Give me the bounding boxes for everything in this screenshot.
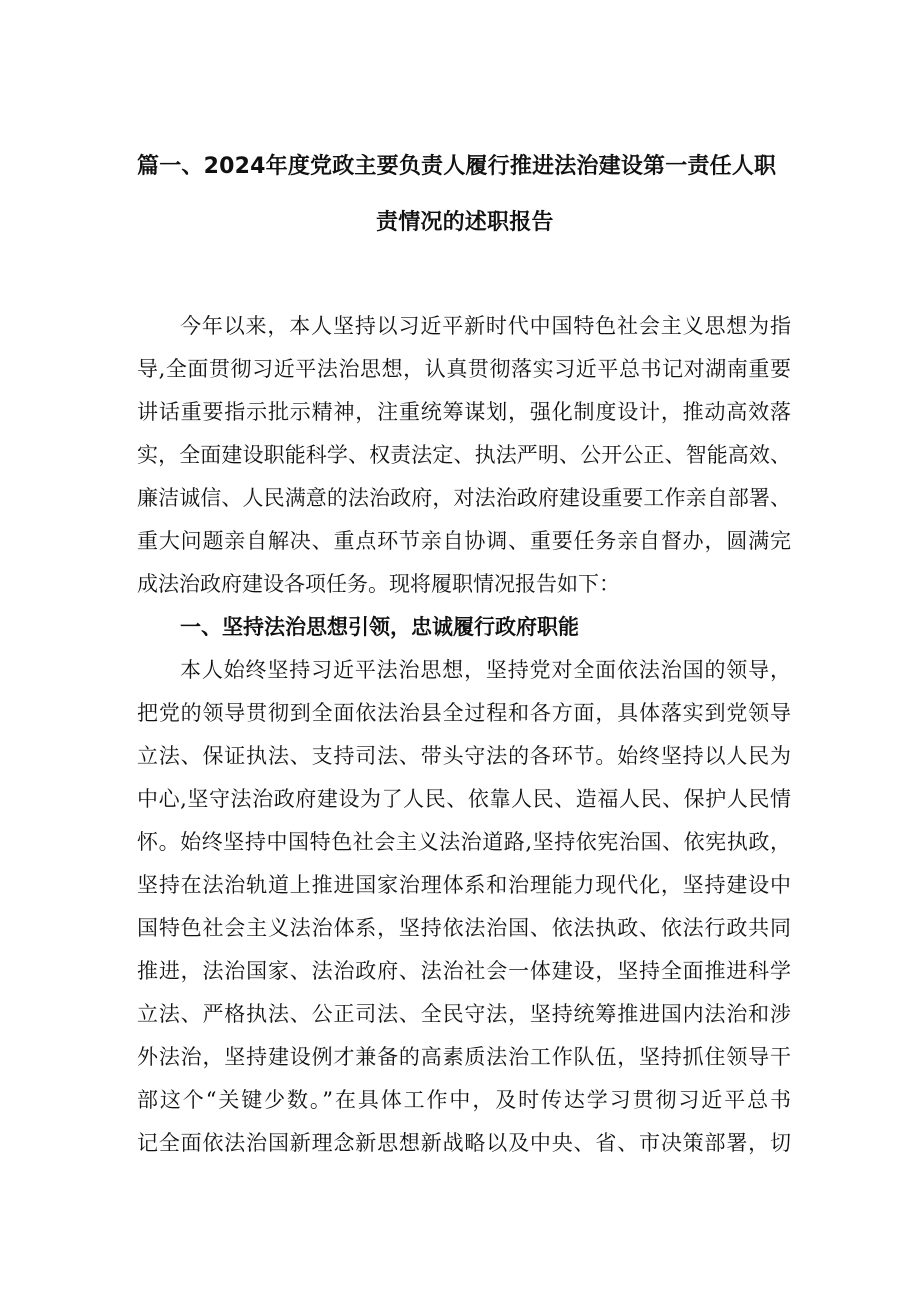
paragraph-2-line: 立法、严格执法、公正司法、全民守法，坚持统筹推进国内法治和涉 (137, 1002, 791, 1026)
paragraph-2-line: 坚持在法治轨道上推进国家治理体系和治理能力现代化，坚持建设中 (137, 873, 791, 897)
paragraph-2-line: 怀。始终坚持中国特色社会主义法治道路,坚持依宪治国、依宪执政， (137, 830, 791, 854)
document-title-line-1: 篇一、2024年度党政主要负责人履行推进法治建设第一责任人职 (137, 154, 777, 179)
paragraph-2-line: 记全面依法治国新理念新思想新战略以及中央、省、市决策部署，切 (137, 1131, 791, 1155)
paragraph-2-line: 中心,坚守法治政府建设为了人民、依靠人民、造福人民、保护人民情 (137, 787, 791, 811)
paragraph-2-line: 本人始终坚持习近平法治思想，坚持党对全面依法治国的领导， (180, 658, 791, 682)
paragraph-2-line: 外法治，坚持建设例才兼备的高素质法治工作队伍，坚持抓住领导干 (137, 1045, 791, 1069)
paragraph-1-line: 导,全面贯彻习近平法治思想，认真贯彻落实习近平总书记对湖南重要 (137, 357, 791, 381)
section-heading: 一、坚持法治思想引领，忠诚履行政府职能 (180, 615, 579, 639)
paragraph-1-line: 讲话重要指示批示精神，注重统筹谋划，强化制度设计，推动高效落 (137, 400, 791, 424)
document-title-line-2: 责情况的述职报告 (376, 210, 554, 235)
paragraph-2-line: 立法、保证执法、支持司法、带头守法的各环节。始终坚持以人民为 (137, 744, 791, 768)
paragraph-2-line: 国特色社会主义法治体系，坚持依法治国、依法执政、依法行政共同 (137, 916, 791, 940)
paragraph-1-line: 今年以来，本人坚持以习近平新时代中国特色社会主义思想为指 (180, 314, 791, 338)
paragraph-1-line: 实，全面建设职能科学、权责法定、执法严明、公开公正、智能高效、 (137, 443, 791, 467)
paragraph-2-line: 把党的领导贯彻到全面依法治县全过程和各方面，具体落实到党领导 (137, 701, 791, 725)
paragraph-1-line: 廉洁诚信、人民满意的法治政府，对法治政府建设重要工作亲自部署、 (137, 486, 791, 510)
paragraph-1-line: 重大问题亲自解决、重点环节亲自协调、重要任务亲自督办，圆满完 (137, 529, 791, 553)
paragraph-1-line: 成法治政府建设各项任务。现将履职情况报告如下： (137, 572, 620, 596)
paragraph-2-line: 部这个“关键少数。”在具体工作中，及时传达学习贯彻习近平总书 (137, 1088, 791, 1112)
paragraph-2-line: 推进，法治国家、法治政府、法治社会一体建设，坚持全面推进科学 (137, 959, 791, 983)
